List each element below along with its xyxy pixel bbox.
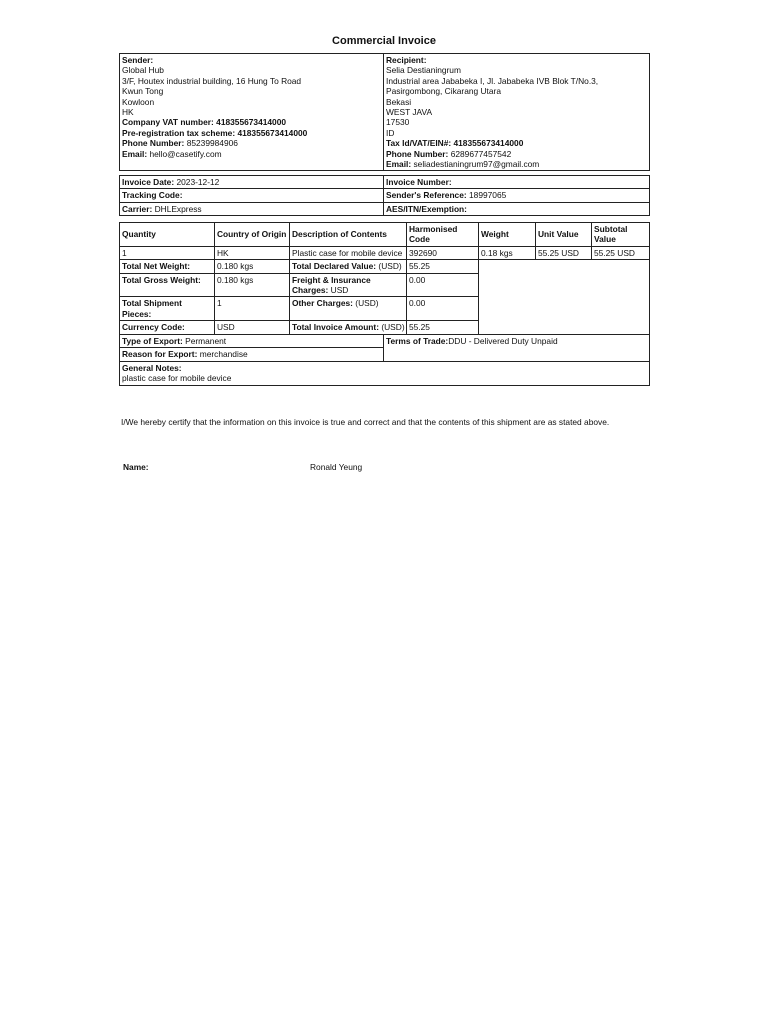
terms-of-trade-value: DDU - Delivered Duty Unpaid (448, 336, 558, 346)
subtotal-header: Subtotal (594, 224, 628, 234)
subtotal-header-2: Value (594, 234, 616, 245)
general-notes-label: General Notes: (122, 362, 182, 373)
carrier-value: DHLExpress (154, 203, 202, 214)
freight-value: 0.00 (407, 273, 479, 297)
net-weight-value: 0.180 kgs (215, 260, 290, 273)
currency-code-label: Currency Code: (122, 322, 185, 333)
signature-name-label: Name: (123, 462, 149, 472)
recipient-email-label: Email: (386, 159, 412, 170)
shipment-pieces-value: 1 (215, 297, 290, 321)
sender-line: Global Hub (122, 65, 164, 76)
sender-email-label: Email: (122, 148, 148, 159)
origin-header: Country of Origin (217, 229, 287, 240)
declared-value: 55.25 (407, 260, 479, 273)
sender-prereg-label: Pre-registration tax scheme: (122, 127, 236, 138)
sender-line: HK (122, 107, 134, 118)
invoice-date-value: 2023-12-12 (176, 177, 220, 187)
table-row (120, 246, 650, 259)
gross-weight-value: 0.180 kgs (215, 273, 290, 297)
sender-phone-value: 85239984906 (186, 138, 238, 149)
sender-line: Kowloon (122, 96, 155, 107)
freight-unit: USD (330, 285, 349, 296)
recipient-tax-label: Tax Id/VAT/EIN#: (386, 138, 452, 149)
item-description: Plastic case for mobile device (290, 246, 407, 259)
other-charges-label: Other Charges: (292, 298, 353, 309)
item-origin: HK (215, 246, 290, 259)
sender-line: 3/F, Houtex industrial building, 16 Hung To Road (122, 75, 302, 86)
sender-email-value: hello@casetify.com (149, 148, 222, 159)
invoice-total-value: 55.25 (407, 321, 479, 334)
item-unit-value: 55.25 USD (536, 246, 592, 259)
unit-value-header: Unit Value (538, 229, 579, 240)
invoice-total-unit: (USD) (381, 322, 405, 333)
items-table (119, 222, 650, 335)
export-table (119, 334, 650, 386)
terms-of-trade-label: Terms of Trade: (386, 336, 449, 346)
export-type-label: Type of Export: (122, 336, 183, 346)
invoice-date-label: Invoice Date: (122, 177, 175, 187)
currency-code-value: USD (215, 321, 290, 334)
aes-label: AES/ITN/Exemption: (386, 203, 467, 214)
recipient-email-value: seliadestianingrum97@gmail.com (413, 159, 540, 170)
item-quantity: 1 (120, 246, 215, 259)
recipient-tax-value: 418355673414000 (453, 138, 524, 149)
sender-block (120, 54, 384, 171)
sender-reference-label: Sender's Reference: (386, 190, 467, 201)
recipient-phone-label: Phone Number: (386, 148, 449, 159)
sender-prereg-value: 418355673414000 (237, 127, 308, 138)
other-charges-value: 0.00 (407, 297, 479, 321)
declared-value-unit: (USD) (378, 261, 402, 272)
net-weight-label: Total Net Weight: (122, 261, 191, 272)
recipient-line: 17530 (386, 117, 410, 128)
sender-line: Kwun Tong (122, 86, 164, 97)
page-title: Commercial Invoice (332, 35, 436, 47)
recipient-line: WEST JAVA (386, 107, 433, 118)
item-hs-code: 392690 (407, 246, 479, 259)
declared-value-label: Total Declared Value: (292, 261, 377, 272)
shipment-pieces-label: Total Shipment (122, 298, 182, 309)
general-notes-value: plastic case for mobile device (122, 373, 232, 384)
item-weight: 0.18 kgs (479, 246, 536, 259)
weight-header: Weight (481, 229, 509, 240)
export-type-value: Permanent (185, 336, 227, 346)
invoice-meta-table (119, 175, 650, 216)
recipient-line: Industrial area Jababeka I, Jl. Jababeka IVB Blok T/No.3, (386, 75, 599, 86)
other-charges-unit: (USD) (355, 298, 379, 309)
invoice-number-label: Invoice Number: (386, 177, 452, 187)
export-reason-label: Reason for Export: (122, 349, 198, 360)
tracking-code-label: Tracking Code: (122, 190, 183, 201)
recipient-line: Pasirgombong, Cikarang Utara (386, 86, 501, 97)
sender-heading: Sender: (122, 55, 154, 65)
recipient-line: ID (386, 127, 395, 138)
carrier-label: Carrier: (122, 203, 153, 214)
export-reason-value: merchandise (199, 349, 248, 360)
recipient-block (384, 54, 650, 171)
signature-name-value: Ronald Yeung (310, 462, 363, 472)
hs-code-header-2: Code (409, 234, 430, 245)
sender-phone-label: Phone Number: (122, 138, 185, 149)
recipient-line: Selia Destianingrum (386, 65, 461, 76)
freight-label-2: Charges: (292, 285, 329, 296)
invoice-total-label: Total Invoice Amount: (292, 322, 380, 333)
address-table (119, 53, 650, 171)
quantity-header: Quantity (122, 229, 156, 240)
description-header: Description of Contents (292, 229, 387, 240)
recipient-heading: Recipient: (386, 55, 427, 65)
item-subtotal: 55.25 USD (592, 246, 650, 259)
recipient-line: Bekasi (386, 96, 412, 107)
recipient-phone-value: 6289677457542 (450, 148, 512, 159)
sender-vat-value: 418355673414000 (216, 117, 287, 128)
sender-reference-value: 18997065 (469, 190, 507, 201)
certification-statement: I/We hereby certify that the information on this invoice is true and correct and that the contents of this shipment are as stated above. (121, 417, 610, 427)
shipment-pieces-label-2: Pieces: (122, 308, 152, 319)
hs-code-header: Harmonised (409, 224, 458, 234)
sender-vat-label: Company VAT number: (122, 117, 214, 128)
freight-label: Freight & Insurance (292, 274, 371, 285)
gross-weight-label: Total Gross Weight: (122, 274, 201, 285)
